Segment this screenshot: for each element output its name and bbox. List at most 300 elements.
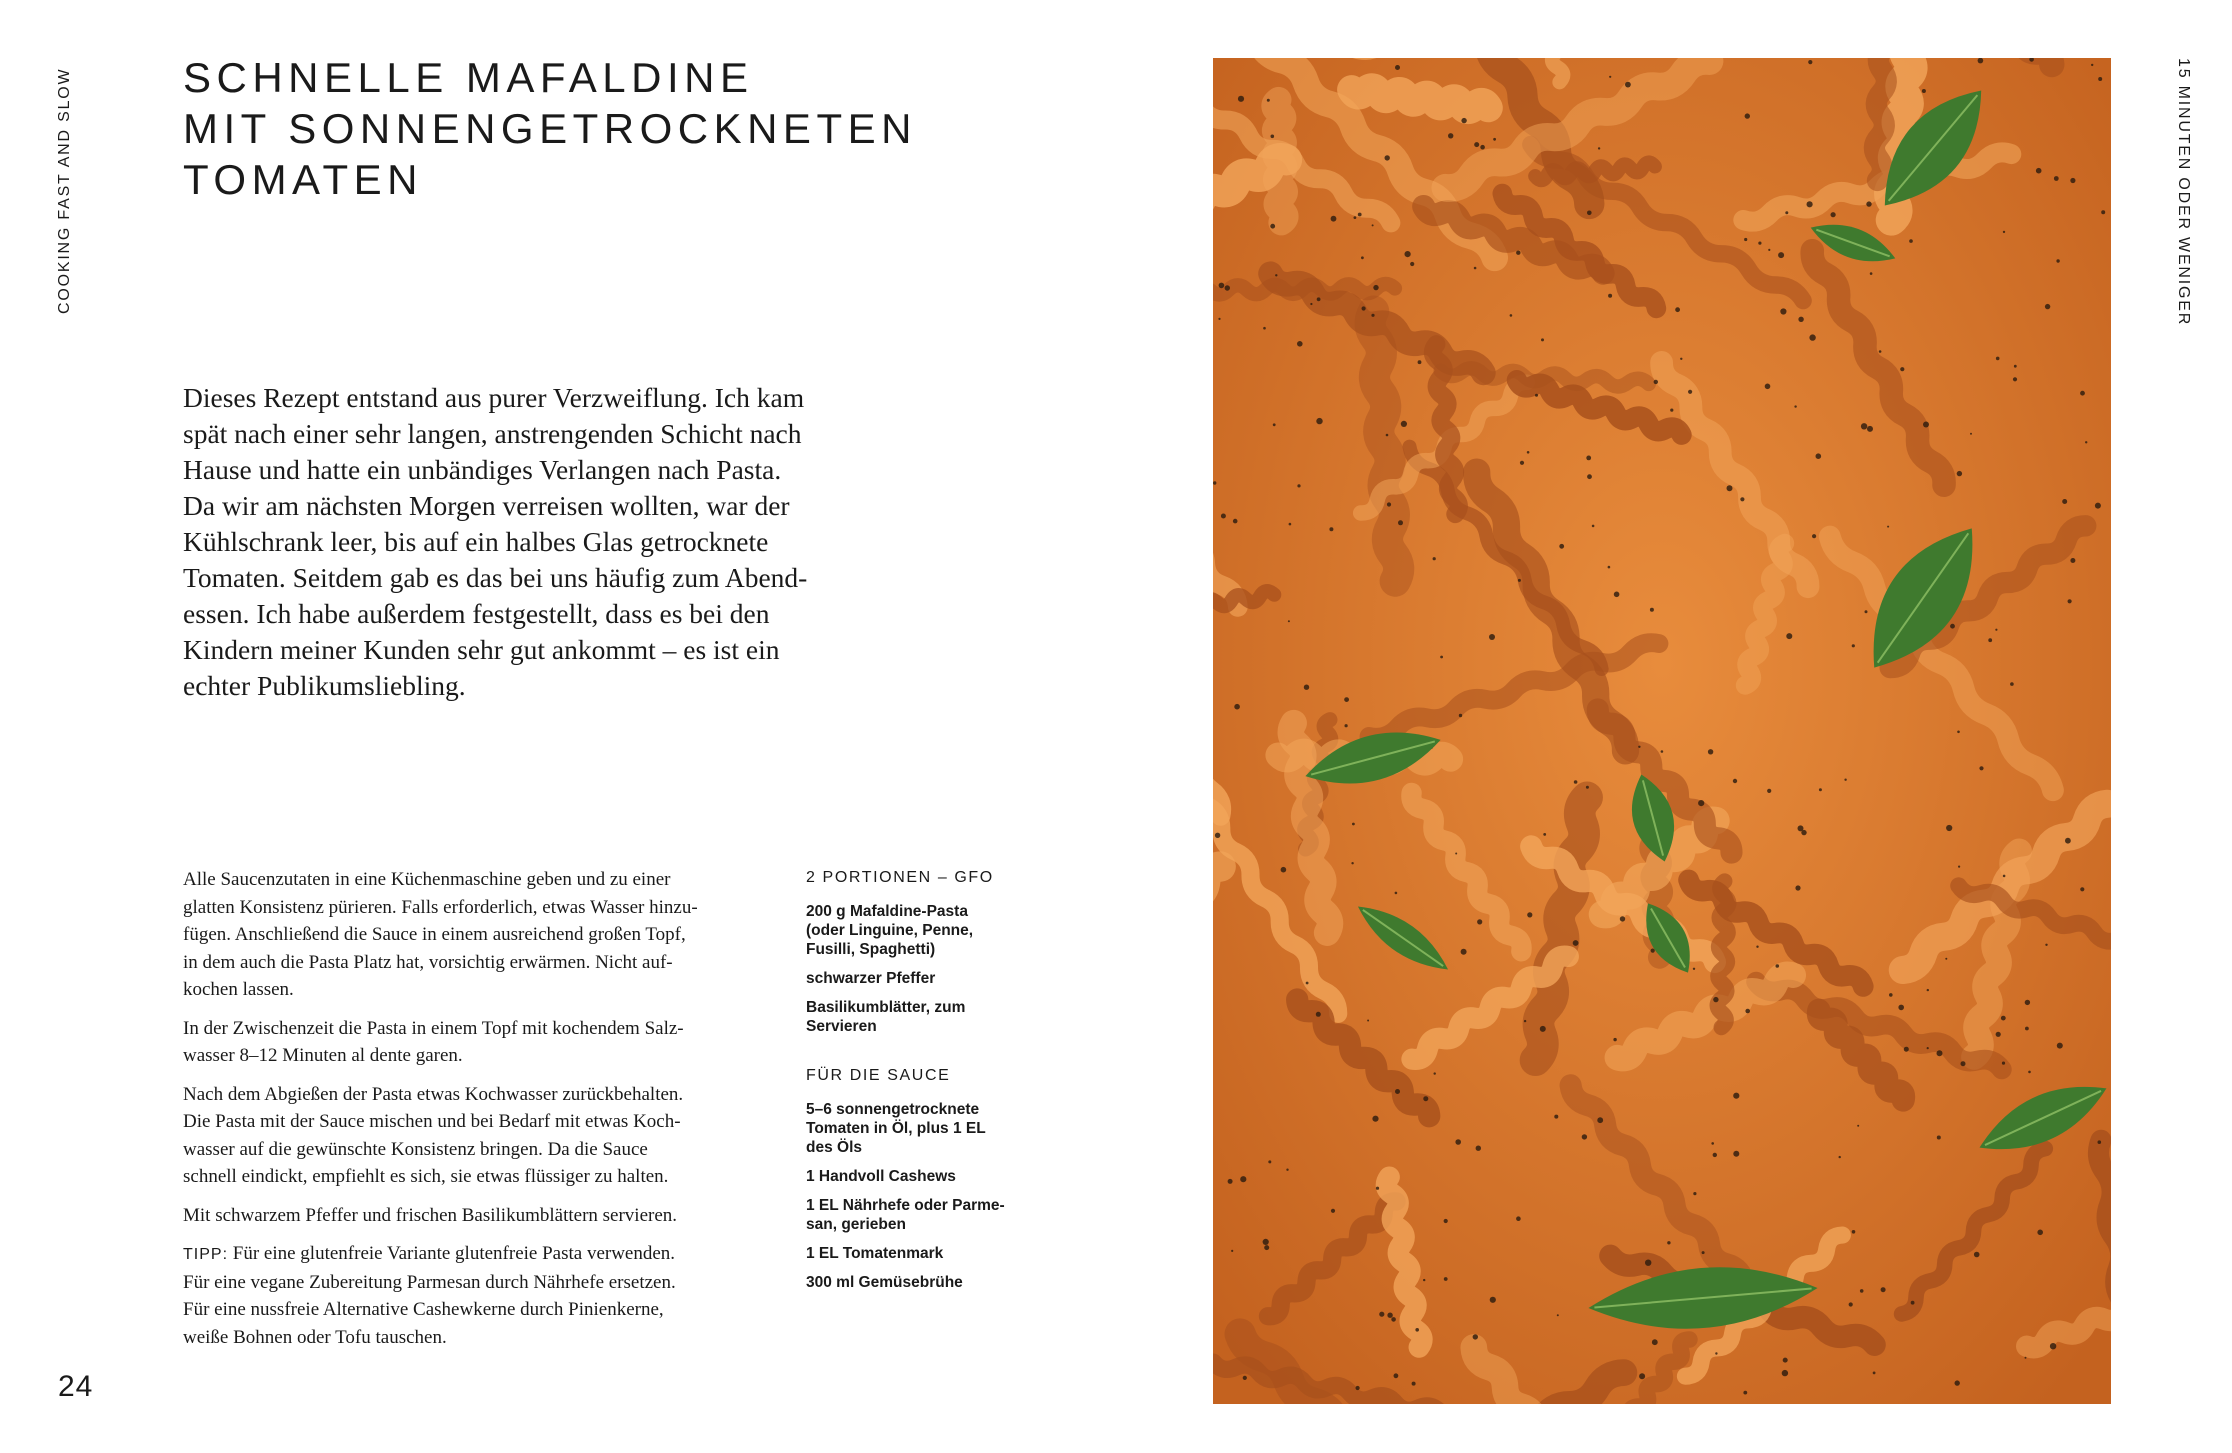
- pepper-speck: [1331, 216, 1337, 222]
- pepper-speck: [1433, 557, 1436, 560]
- tip-first-line: [183, 1240, 793, 1269]
- pepper-speck: [1661, 750, 1664, 753]
- pepper-speck: [1516, 1216, 1521, 1221]
- pepper-speck: [2036, 168, 2042, 174]
- pepper-speck: [1881, 1287, 1886, 1292]
- pepper-speck: [1386, 434, 1389, 437]
- pepper-speck: [1765, 384, 1771, 390]
- pepper-speck: [1867, 426, 1873, 432]
- pepper-speck: [1860, 1289, 1864, 1293]
- pepper-speck: [1234, 704, 1240, 710]
- pepper-speck: [1310, 303, 1312, 305]
- pepper-speck: [1228, 1179, 1233, 1184]
- pepper-speck: [1240, 1176, 1246, 1182]
- pepper-speck: [2025, 1357, 2027, 1359]
- pepper-speck: [2045, 944, 2047, 946]
- pepper-speck: [1423, 1279, 1425, 1281]
- pepper-speck: [2056, 259, 2059, 262]
- pepper-speck: [1273, 423, 1276, 426]
- pepper-speck: [1557, 1314, 1559, 1316]
- pepper-speck: [1608, 566, 1611, 569]
- pepper-speck: [2037, 1230, 2043, 1236]
- pepper-speck: [1586, 786, 1589, 789]
- pepper-speck: [1455, 1139, 1461, 1145]
- pepper-speck: [1541, 338, 1544, 341]
- ingredient-item: [806, 1244, 1036, 1263]
- pepper-speck: [1398, 520, 1403, 525]
- method-line: fügen. Anschließend die Sauce in einem ausreichend großen Topf,: [183, 924, 686, 945]
- method-line: in dem auch die Pasta Platz hat, vorsichtig erwärmen. Nicht auf-: [183, 951, 673, 973]
- ingredient-line: Fusilli, Spaghetti): [806, 941, 936, 958]
- ingredient-line: 5–6 sonnengetrocknete: [806, 1101, 980, 1118]
- pepper-speck: [1996, 357, 2000, 361]
- pepper-speck: [1289, 523, 1292, 526]
- pepper-speck: [1667, 1241, 1670, 1244]
- pepper-speck: [1870, 272, 1873, 275]
- pepper-speck: [1573, 940, 1579, 946]
- pepper-speck: [1978, 58, 1984, 63]
- pepper-speck: [1768, 249, 1770, 251]
- pepper-speck: [1819, 788, 1822, 791]
- ingredient-item: [806, 1196, 1036, 1234]
- pepper-speck: [1795, 885, 1800, 890]
- method-line: Nach dem Abgießen der Pasta etwas Kochwasser zurückbehalten.: [183, 1083, 684, 1105]
- pepper-speck: [1306, 982, 1309, 985]
- pepper-speck: [1782, 1370, 1788, 1376]
- pepper-speck: [1727, 485, 1733, 491]
- pepper-speck: [1586, 456, 1591, 461]
- pepper-speck: [1394, 1373, 1399, 1378]
- ingredient-item: [806, 902, 1036, 959]
- intro-line: Dieses Rezept entstand aus purer Verzweiflung. Ich kam: [183, 382, 805, 413]
- recipe-title-line: MIT SONNENGETROCKNETEN: [183, 105, 917, 152]
- pepper-speck: [1909, 239, 1913, 243]
- pepper-speck: [2098, 1140, 2102, 1144]
- pepper-speck: [2070, 558, 2075, 563]
- pepper-speck: [1945, 958, 1947, 960]
- ingredient-line: Tomaten in Öl, plus 1 EL: [806, 1120, 986, 1137]
- pepper-speck: [1698, 800, 1704, 806]
- pepper-speck: [1275, 274, 1277, 276]
- pepper-speck: [1946, 825, 1952, 831]
- pepper-speck: [1218, 318, 1220, 320]
- intro-line: Kindern meiner Kunden sehr gut ankommt – es ist ein: [183, 634, 780, 665]
- pepper-speck: [1395, 65, 1400, 70]
- pepper-speck: [1733, 779, 1737, 783]
- pepper-speck: [1958, 866, 1960, 868]
- pepper-speck: [1780, 308, 1786, 314]
- running-header-left: [52, 58, 82, 328]
- pepper-speck: [1297, 484, 1300, 487]
- pepper-speck: [1263, 1239, 1269, 1245]
- ingredient-line: 200 g Mafaldine-Pasta: [806, 903, 968, 920]
- pepper-speck: [1887, 526, 1889, 528]
- pepper-speck: [1807, 201, 1813, 207]
- pepper-speck: [1638, 746, 1640, 748]
- pepper-speck: [1852, 1230, 1856, 1234]
- tip-line: Für eine nussfreie Alternative Cashewkerne durch Pinienkerne,: [183, 1299, 664, 1320]
- method-step: [183, 1015, 793, 1070]
- pepper-speck: [1708, 749, 1713, 754]
- pepper-speck: [1693, 1192, 1696, 1195]
- ingredient-line: Basilikumblätter, zum: [806, 999, 966, 1016]
- pepper-speck: [1625, 82, 1631, 88]
- tip-label: TIPP:: [183, 1246, 229, 1263]
- pepper-speck: [1459, 714, 1462, 717]
- pepper-speck: [1861, 423, 1867, 429]
- pepper-speck: [1387, 1313, 1392, 1318]
- pepper-speck: [1440, 656, 1443, 659]
- pasta-ribbon: [1274, 100, 1285, 223]
- pepper-speck: [1540, 1026, 1546, 1032]
- pepper-speck: [1395, 892, 1398, 895]
- pepper-speck: [1493, 138, 1496, 141]
- pepper-speck: [1480, 145, 1485, 150]
- pepper-speck: [2025, 1000, 2030, 1005]
- method-line: wasser 8–12 Minuten al dente garen.: [183, 1045, 463, 1066]
- ingredient-item: [806, 1167, 1036, 1186]
- pepper-speck: [2014, 365, 2017, 368]
- pepper-speck: [1559, 544, 1564, 549]
- pepper-speck: [1391, 1317, 1396, 1322]
- pepper-speck: [1444, 1219, 1448, 1223]
- pepper-speck: [1268, 1160, 1271, 1163]
- ingredient-line: 1 Handvoll Cashews: [806, 1168, 956, 1185]
- recipe-title-line: SCHNELLE MAFALDINE: [183, 54, 754, 101]
- pepper-speck: [1598, 147, 1600, 149]
- running-header-right: [2168, 58, 2198, 348]
- ingredients-list: [806, 868, 1036, 1302]
- pepper-speck: [1849, 1302, 1853, 1306]
- ingredient-line: 1 EL Tomatenmark: [806, 1245, 944, 1262]
- pepper-speck: [1865, 610, 1868, 613]
- pasta-ribbon: [1535, 162, 1655, 180]
- pepper-speck: [1922, 89, 1926, 93]
- pepper-speck: [1516, 251, 1520, 255]
- pepper-speck: [1461, 949, 1467, 955]
- pepper-speck: [1455, 853, 1457, 855]
- pepper-speck: [2095, 503, 2101, 509]
- pepper-speck: [1816, 453, 1822, 459]
- pepper-speck: [1582, 1134, 1587, 1139]
- ingredient-line: (oder Linguine, Penne,: [806, 922, 974, 939]
- pepper-speck: [1288, 620, 1290, 622]
- pepper-speck: [1434, 1072, 1436, 1074]
- pepper-speck: [1898, 1005, 1904, 1011]
- method-step: [183, 1202, 793, 1230]
- running-header-right-text: 15 MINUTEN ODER WENIGER: [2175, 58, 2192, 327]
- pepper-speck: [1444, 1277, 1448, 1281]
- pepper-speck: [1356, 1386, 1360, 1390]
- dish-photo: [1213, 58, 2111, 1404]
- pepper-speck: [1852, 644, 1855, 647]
- pepper-speck: [1879, 350, 1882, 353]
- pepper-speck: [1286, 1169, 1288, 1171]
- page-number: 24: [58, 1370, 94, 1403]
- pepper-speck: [1783, 1358, 1788, 1363]
- pepper-speck: [1587, 474, 1592, 479]
- pepper-speck: [1651, 949, 1655, 953]
- pepper-speck: [1744, 238, 1747, 241]
- pepper-speck: [2065, 838, 2071, 844]
- pepper-speck: [2054, 176, 2059, 181]
- pepper-speck: [2068, 599, 2072, 603]
- pepper-speck: [1352, 823, 1355, 826]
- pepper-speck: [1961, 1061, 1966, 1066]
- pepper-speck: [1387, 502, 1391, 506]
- pepper-speck: [1839, 1156, 1841, 1158]
- pepper-speck: [1996, 1032, 2001, 1037]
- pepper-speck: [1970, 433, 1972, 435]
- pepper-speck: [1889, 993, 1893, 997]
- pepper-speck: [1345, 724, 1348, 727]
- pepper-speck: [1995, 629, 1997, 631]
- method-line: glatten Konsistenz pürieren. Falls erforderlich, etwas Wasser hinzu-: [183, 896, 698, 918]
- pepper-speck: [1715, 1352, 1717, 1354]
- pepper-speck: [1688, 390, 1692, 394]
- pepper-speck: [1812, 534, 1816, 538]
- pepper-speck: [1373, 285, 1378, 290]
- pepper-speck: [1650, 608, 1654, 612]
- pepper-speck: [1474, 267, 1477, 270]
- pepper-speck: [1461, 118, 1466, 123]
- pepper-speck: [1614, 592, 1620, 598]
- pepper-speck: [1957, 471, 1962, 476]
- pepper-speck: [1785, 211, 1788, 214]
- pepper-speck: [1711, 1142, 1714, 1145]
- pepper-speck: [1937, 1050, 1943, 1056]
- pepper-speck: [1489, 634, 1495, 640]
- method-line: Die Pasta mit der Sauce mischen und bei Bedarf mit etwas Koch-: [183, 1111, 681, 1132]
- pepper-speck: [2091, 64, 2093, 66]
- pepper-speck: [1786, 633, 1792, 639]
- pepper-speck: [1281, 867, 1287, 873]
- pepper-speck: [1543, 833, 1546, 836]
- pepper-speck: [1693, 968, 1695, 970]
- servings-heading: 2 PORTIONEN – GFO: [806, 869, 994, 886]
- pepper-speck: [1957, 731, 1960, 734]
- pasta-ribbon: [1874, 58, 1890, 181]
- pepper-speck: [1473, 1334, 1478, 1339]
- pepper-speck: [1645, 1260, 1651, 1266]
- pepper-speck: [2010, 682, 2014, 686]
- pepper-speck: [1680, 358, 1682, 360]
- pepper-speck: [1518, 579, 1521, 582]
- pepper-speck: [1592, 525, 1595, 528]
- pepper-speck: [1670, 409, 1673, 412]
- pepper-speck: [1317, 297, 1321, 301]
- ingredient-item: [806, 1100, 1036, 1157]
- pepper-speck: [1371, 314, 1374, 317]
- pepper-speck: [1385, 155, 1390, 160]
- pepper-speck: [1271, 135, 1275, 139]
- pepper-speck: [2101, 210, 2105, 214]
- pepper-speck: [1520, 461, 1524, 465]
- pepper-speck: [1362, 306, 1366, 310]
- pepper-speck: [1264, 1245, 1269, 1250]
- pepper-speck: [1213, 481, 1216, 484]
- running-header-left-text: COOKING FAST AND SLOW: [56, 67, 73, 314]
- pepper-speck: [1267, 99, 1270, 102]
- pepper-speck: [1979, 766, 1983, 770]
- pasta-ribbon: [1352, 88, 1489, 110]
- pepper-speck: [1358, 213, 1362, 217]
- pepper-speck: [1316, 1012, 1321, 1017]
- method-line: Mit schwarzem Pfeffer und frischen Basilikumblättern servieren.: [183, 1204, 678, 1226]
- pepper-speck: [1297, 341, 1303, 347]
- pepper-speck: [2001, 1016, 2006, 1021]
- pepper-speck: [1490, 1297, 1496, 1303]
- pepper-speck: [1372, 224, 1374, 226]
- pepper-speck: [1238, 96, 1244, 102]
- pepper-speck: [1609, 76, 1611, 78]
- pepper-speck: [1243, 1376, 1247, 1380]
- pepper-speck: [1361, 256, 1364, 259]
- pepper-speck: [1675, 307, 1680, 312]
- pepper-speck: [1418, 360, 1422, 364]
- pepper-speck: [1474, 142, 1479, 147]
- pepper-speck: [1263, 327, 1266, 330]
- pepper-speck: [1733, 1151, 1739, 1157]
- sauce-heading: FÜR DIE SAUCE: [806, 1067, 951, 1084]
- ingredient-line: san, gerieben: [806, 1216, 906, 1233]
- pepper-speck: [1873, 1372, 1876, 1375]
- pepper-speck: [1535, 394, 1538, 397]
- pepper-speck: [1756, 946, 1758, 948]
- pepper-speck: [1476, 1146, 1481, 1151]
- ingredient-item: [806, 1273, 1036, 1292]
- recipe-tip: [183, 1240, 793, 1351]
- pepper-speck: [2080, 391, 2085, 396]
- pepper-speck: [1270, 224, 1275, 229]
- pepper-speck: [2002, 1062, 2005, 1065]
- pepper-speck: [1927, 1047, 1929, 1049]
- intro-line: Kühlschrank leer, bis auf ein halbes Glas getrocknete: [183, 526, 769, 557]
- pepper-speck: [1950, 624, 1955, 629]
- pepper-speck: [1379, 1312, 1384, 1317]
- pepper-speck: [1743, 1391, 1747, 1395]
- pepper-speck: [1354, 216, 1357, 219]
- pepper-speck: [2028, 1071, 2031, 1074]
- pepper-speck: [1745, 113, 1750, 118]
- pepper-speck: [1221, 514, 1226, 519]
- pepper-speck: [1395, 1089, 1400, 1094]
- pepper-speck: [1794, 405, 1796, 407]
- pepper-speck: [1351, 862, 1353, 864]
- photo-background: [1213, 58, 2111, 1404]
- pepper-speck: [1988, 638, 1992, 642]
- pepper-speck: [1923, 422, 1929, 428]
- pepper-speck: [2045, 304, 2050, 309]
- pepper-speck: [2003, 231, 2005, 233]
- pepper-speck: [1937, 1136, 1941, 1140]
- pepper-speck: [1219, 283, 1225, 289]
- pepper-speck: [1554, 1115, 1558, 1119]
- recipe-title: [183, 52, 1063, 205]
- pepper-speck: [1510, 314, 1513, 317]
- intro-line: essen. Ich habe außerdem festgestellt, dass es bei den: [183, 598, 770, 629]
- pepper-speck: [1713, 1153, 1717, 1157]
- intro-line: Hause und hatte ein unbändiges Verlangen nach Pasta.: [183, 454, 782, 485]
- pepper-speck: [1740, 497, 1744, 501]
- pepper-speck: [2062, 499, 2067, 504]
- pepper-speck: [1620, 916, 1625, 921]
- tip-line: weiße Bohnen oder Tofu tauschen.: [183, 1326, 447, 1348]
- pepper-speck: [2080, 887, 2084, 891]
- pepper-speck: [1597, 1117, 1603, 1123]
- pepper-speck: [1844, 779, 1846, 781]
- method-line: schnell eindickt, empfiehlt es sich, sie etwas flüssiger zu halten.: [183, 1166, 669, 1187]
- pepper-speck: [2098, 77, 2102, 81]
- intro-line: echter Publikumsliebling.: [183, 670, 466, 701]
- pepper-speck: [2025, 1027, 2029, 1031]
- pepper-speck: [1745, 1009, 1750, 1014]
- pepper-speck: [1900, 367, 1904, 371]
- pepper-speck: [1331, 1209, 1335, 1213]
- recipe-intro: [183, 380, 923, 704]
- pepper-speck: [1809, 334, 1815, 340]
- recipe-title-line: TOMATEN: [183, 156, 423, 203]
- pepper-speck: [1713, 997, 1718, 1002]
- method-line: wasser auf die gewünschte Konsistenz bringen. Da die Sauce: [183, 1138, 648, 1160]
- pepper-speck: [2013, 377, 2017, 381]
- pepper-speck: [1808, 60, 1812, 64]
- pepper-speck: [2085, 441, 2087, 443]
- pepper-speck: [1401, 421, 1407, 427]
- pepper-speck: [2057, 1043, 2063, 1049]
- ingredient-item: [806, 969, 1036, 988]
- pepper-speck: [1857, 1125, 1859, 1127]
- pepper-speck: [1316, 418, 1322, 424]
- pepper-speck: [1702, 1251, 1705, 1254]
- method-line: In der Zwischenzeit die Pasta in einem Topf mit kochendem Salz-: [183, 1017, 684, 1039]
- tip-line: Für eine vegane Zubereitung Parmesan durch Nährhefe ersetzen.: [183, 1271, 676, 1293]
- pepper-speck: [1911, 1301, 1915, 1305]
- pepper-speck: [1367, 1020, 1369, 1022]
- pepper-speck: [1225, 285, 1230, 290]
- pepper-speck: [1344, 697, 1349, 702]
- pepper-speck: [1904, 1047, 1909, 1052]
- ingredient-line: 1 EL Nährhefe oder Parme-: [806, 1197, 1005, 1214]
- pepper-speck: [1767, 789, 1771, 793]
- pepper-speck: [1866, 201, 1871, 206]
- pepper-speck: [1448, 133, 1453, 138]
- pepper-speck: [1831, 212, 1836, 217]
- pepper-speck: [1733, 1093, 1739, 1099]
- pepper-speck: [1574, 780, 1578, 784]
- pepper-speck: [1587, 211, 1592, 216]
- pepper-speck: [1798, 317, 1803, 322]
- pasta-ribbon: [1370, 311, 1399, 581]
- pepper-speck: [2050, 1343, 2056, 1349]
- ingredient-line: 300 ml Gemüsebrühe: [806, 1274, 963, 1291]
- pepper-speck: [1652, 1339, 1658, 1345]
- method-step: [183, 1081, 793, 1191]
- intro-line: Tomaten. Seitdem gab es das bei uns häufig zum Abend-: [183, 562, 808, 593]
- method-line: Alle Saucenzutaten in eine Küchenmaschine geben und zu einer: [183, 869, 671, 890]
- pepper-speck: [1654, 380, 1658, 384]
- pepper-speck: [1233, 519, 1238, 524]
- pepper-speck: [1231, 1250, 1233, 1252]
- pepper-speck: [1524, 1020, 1526, 1022]
- intro-line: spät nach einer sehr langen, anstrengenden Schicht nach: [183, 418, 802, 449]
- recipe-method: [183, 866, 793, 1362]
- pepper-speck: [1372, 1116, 1378, 1122]
- pepper-speck: [1477, 919, 1482, 924]
- pepper-speck: [1778, 252, 1784, 258]
- pepper-speck: [1304, 685, 1309, 690]
- pepper-speck: [1415, 1328, 1419, 1332]
